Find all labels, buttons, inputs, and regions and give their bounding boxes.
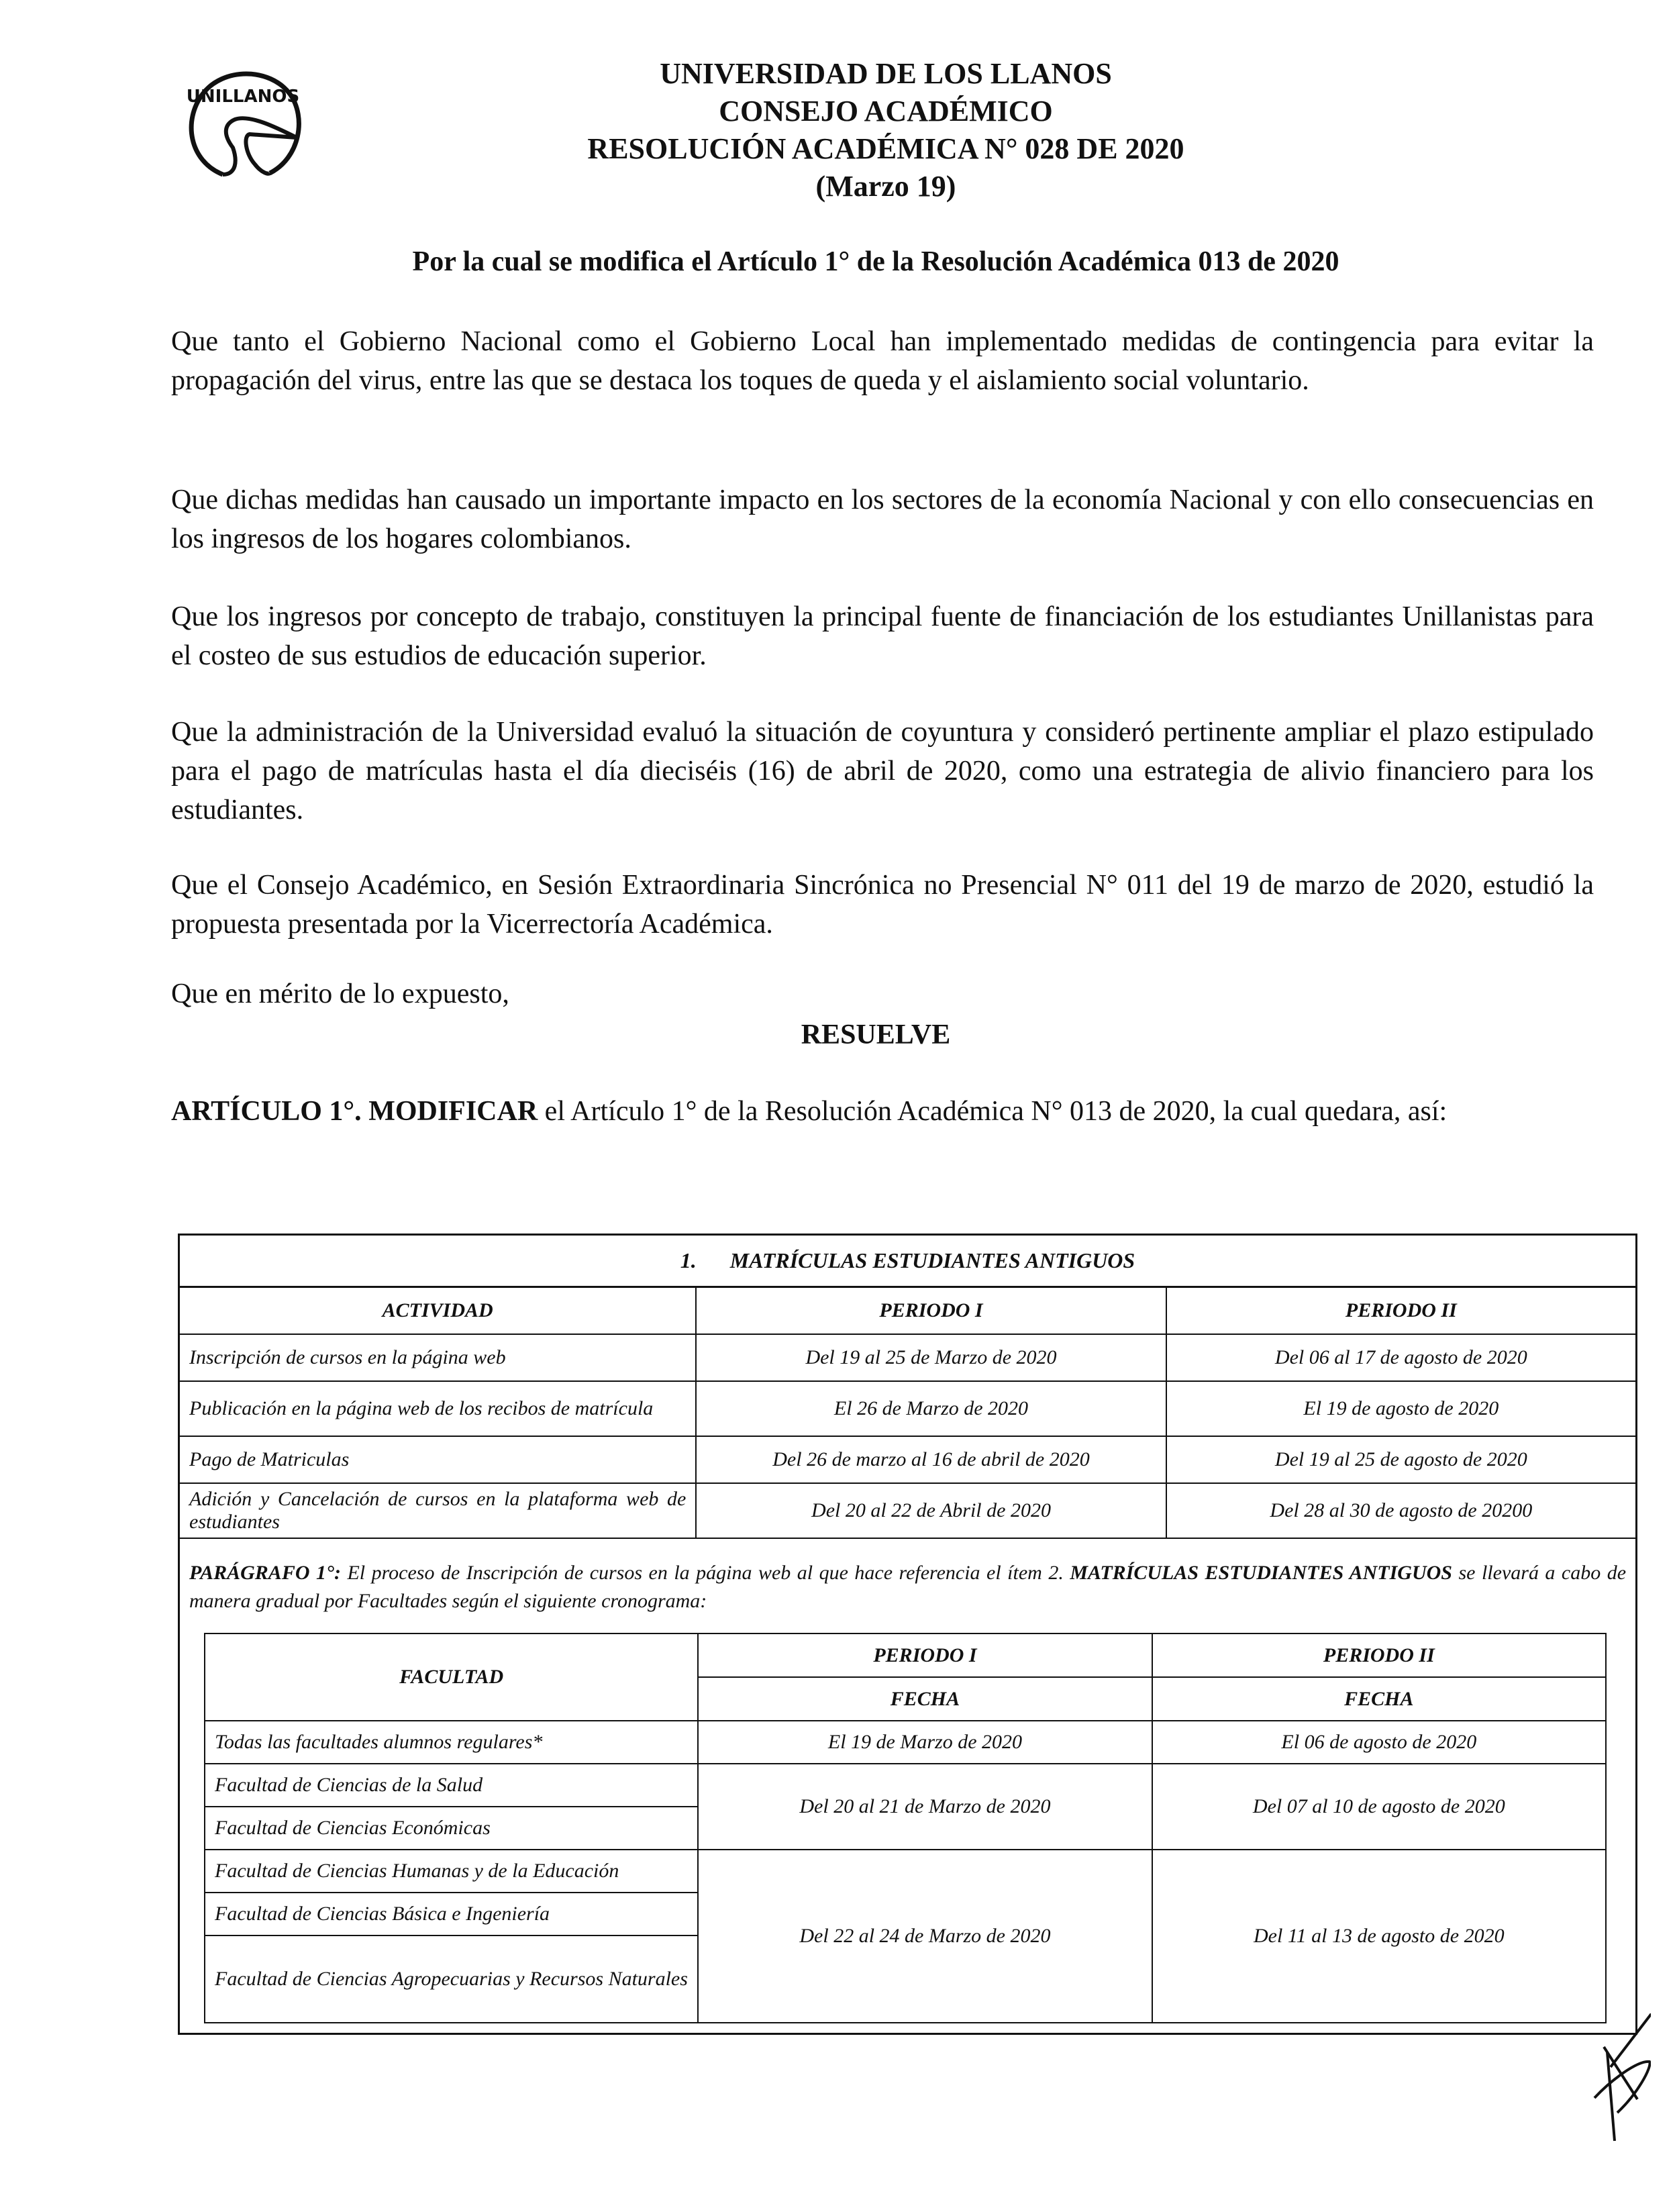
faculty-cell: Facultad de Ciencias Humanas y de la Educación	[205, 1850, 698, 1893]
consideration-paragraph: Que el Consejo Académico, en Sesión Extraordinaria Sincrónica no Presencial N° 011 del 19 de marzo de 2020, estudió la propuesta presentada por la Vicerrectoría Académica.	[171, 870, 1594, 940]
signature-initials-icon	[1570, 2013, 1651, 2148]
period-2-cell: Del 11 al 13 de agosto de 2020	[1152, 1850, 1606, 2023]
period-2-cell: Del 06 al 17 de agosto de 2020	[1166, 1334, 1635, 1381]
table-row	[180, 1334, 1635, 1381]
column-header-period-2: PERIODO II	[1166, 1288, 1635, 1334]
consideration-paragraph: Que dichas medidas han causado un importante impacto en los sectores de la economía Nacional y con ello consecuencias en los ingresos de los hogares colombianos.	[171, 485, 1594, 554]
document-subtitle: Por la cual se modifica el Artículo 1° de la Resolución Académica 013 de 2020	[412, 246, 1339, 277]
period-2-cell: Del 07 al 10 de agosto de 2020	[1152, 1764, 1606, 1850]
svg-text:UNILLANOS: UNILLANOS	[186, 87, 300, 107]
consideration-paragraph: Que en mérito de lo expuesto,	[171, 978, 509, 1009]
column-header-period-1: PERIODO I	[696, 1288, 1166, 1334]
faculty-schedule-table	[204, 1633, 1607, 2023]
table-row	[205, 1721, 1606, 1764]
paragrafo-label: PARÁGRAFO 1°:	[189, 1562, 341, 1584]
section-title-text: MATRÍCULAS ESTUDIANTES ANTIGUOS	[729, 1248, 1135, 1272]
faculty-cell: Facultad de Ciencias Agropecuarias y Recursos Naturales	[205, 1936, 698, 2023]
subheader-date: FECHA	[698, 1677, 1152, 1721]
period-1-cell: Del 19 al 25 de Marzo de 2020	[696, 1334, 1166, 1381]
period-1-cell: Del 20 al 21 de Marzo de 2020	[698, 1764, 1152, 1850]
table-row	[180, 1381, 1635, 1436]
faculty-cell: Facultad de Ciencias Básica e Ingeniería	[205, 1893, 698, 1936]
consideration-paragraph: Que los ingresos por concepto de trabajo, constituyen la principal fuente de financiación de los estudiantes Unillanistas para el costeo de sus estudios de educación superior.	[171, 601, 1594, 671]
activity-cell: Inscripción de cursos en la página web	[180, 1334, 696, 1381]
enrollment-schedule-table	[178, 1234, 1637, 2035]
period-1-cell: Del 20 al 22 de Abril de 2020	[696, 1483, 1166, 1538]
paragrafo-text-end: se llevará a cabo de manera gradual por Facultades según el siguiente cronograma:	[189, 1562, 1627, 1612]
period-2-cell: El 06 de agosto de 2020	[1152, 1721, 1606, 1764]
period-1-cell: Del 22 al 24 de Marzo de 2020	[698, 1850, 1152, 2023]
university-name: UNIVERSIDAD DE LOS LLANOS	[660, 57, 1112, 90]
period-1-cell: El 26 de Marzo de 2020	[696, 1381, 1166, 1436]
period-2-cell: El 19 de agosto de 2020	[1166, 1381, 1635, 1436]
period-2-cell: Del 19 al 25 de agosto de 2020	[1166, 1436, 1635, 1483]
document-header	[403, 55, 1369, 205]
table-row	[205, 1850, 1606, 1893]
subheader-date: FECHA	[1152, 1677, 1606, 1721]
paragrafo-text: El proceso de Inscripción de cursos en la página web al que hace referencia el ítem 2.	[347, 1562, 1064, 1584]
section-number: 1.	[680, 1248, 697, 1272]
faculty-cell: Todas las facultades alumnos regulares*	[205, 1721, 698, 1764]
table-header-row	[180, 1288, 1635, 1334]
activity-cell: Pago de Matriculas	[180, 1436, 696, 1483]
table-section-title	[180, 1236, 1635, 1288]
column-header-activity: ACTIVIDAD	[180, 1288, 696, 1334]
table-row	[180, 1436, 1635, 1483]
paragrafo-note	[180, 1539, 1635, 1627]
period-1-cell: El 19 de Marzo de 2020	[698, 1721, 1152, 1764]
faculty-cell: Facultad de Ciencias de la Salud	[205, 1764, 698, 1807]
period-1-cell: Del 26 de marzo al 16 de abril de 2020	[696, 1436, 1166, 1483]
article-verb: MODIFICAR	[368, 1096, 538, 1127]
activity-table	[180, 1288, 1635, 1539]
table-row	[205, 1764, 1606, 1807]
table-row	[180, 1483, 1635, 1538]
column-header-period-1: PERIODO I	[698, 1633, 1152, 1677]
consideration-paragraph: Que la administración de la Universidad evaluó la situación de coyuntura y consideró pertinente ampliar el plazo estipulado para el pago de matrículas hasta el día dieciséis (16) de abril de 2020, como una estrategia de alivio financiero para los estudiantes.	[171, 717, 1594, 825]
article-1	[171, 1091, 1594, 1132]
column-header-period-2: PERIODO II	[1152, 1633, 1606, 1677]
activity-cell: Publicación en la página web de los recibos de matrícula	[180, 1381, 696, 1436]
paragrafo-reference: MATRÍCULAS ESTUDIANTES ANTIGUOS	[1070, 1562, 1452, 1584]
resolution-number: RESOLUCIÓN ACADÉMICA N° 028 DE 2020	[587, 132, 1184, 165]
consideration-paragraph: Que tanto el Gobierno Nacional como el Gobierno Local han implementado medidas de contingencia para evitar la propagación del virus, entre las que se destaca los toques de queda y el aislamiento social voluntario.	[171, 326, 1594, 396]
column-header-faculty: FACULTAD	[205, 1633, 698, 1721]
resolution-date: (Marzo 19)	[815, 170, 956, 203]
council-name: CONSEJO ACADÉMICO	[719, 95, 1053, 128]
unillanos-logo-icon	[176, 60, 310, 181]
period-2-cell: Del 28 al 30 de agosto de 20200	[1166, 1483, 1635, 1538]
table-header-row	[205, 1633, 1606, 1677]
article-text: el Artículo 1° de la Resolución Académica N° 013 de 2020, la cual quedara, así:	[544, 1096, 1448, 1127]
resuelve-heading: RESUELVE	[801, 1019, 951, 1050]
faculty-cell: Facultad de Ciencias Económicas	[205, 1807, 698, 1850]
activity-cell: Adición y Cancelación de cursos en la plataforma web de estudiantes	[180, 1483, 696, 1538]
article-label: ARTÍCULO 1°.	[171, 1096, 362, 1127]
